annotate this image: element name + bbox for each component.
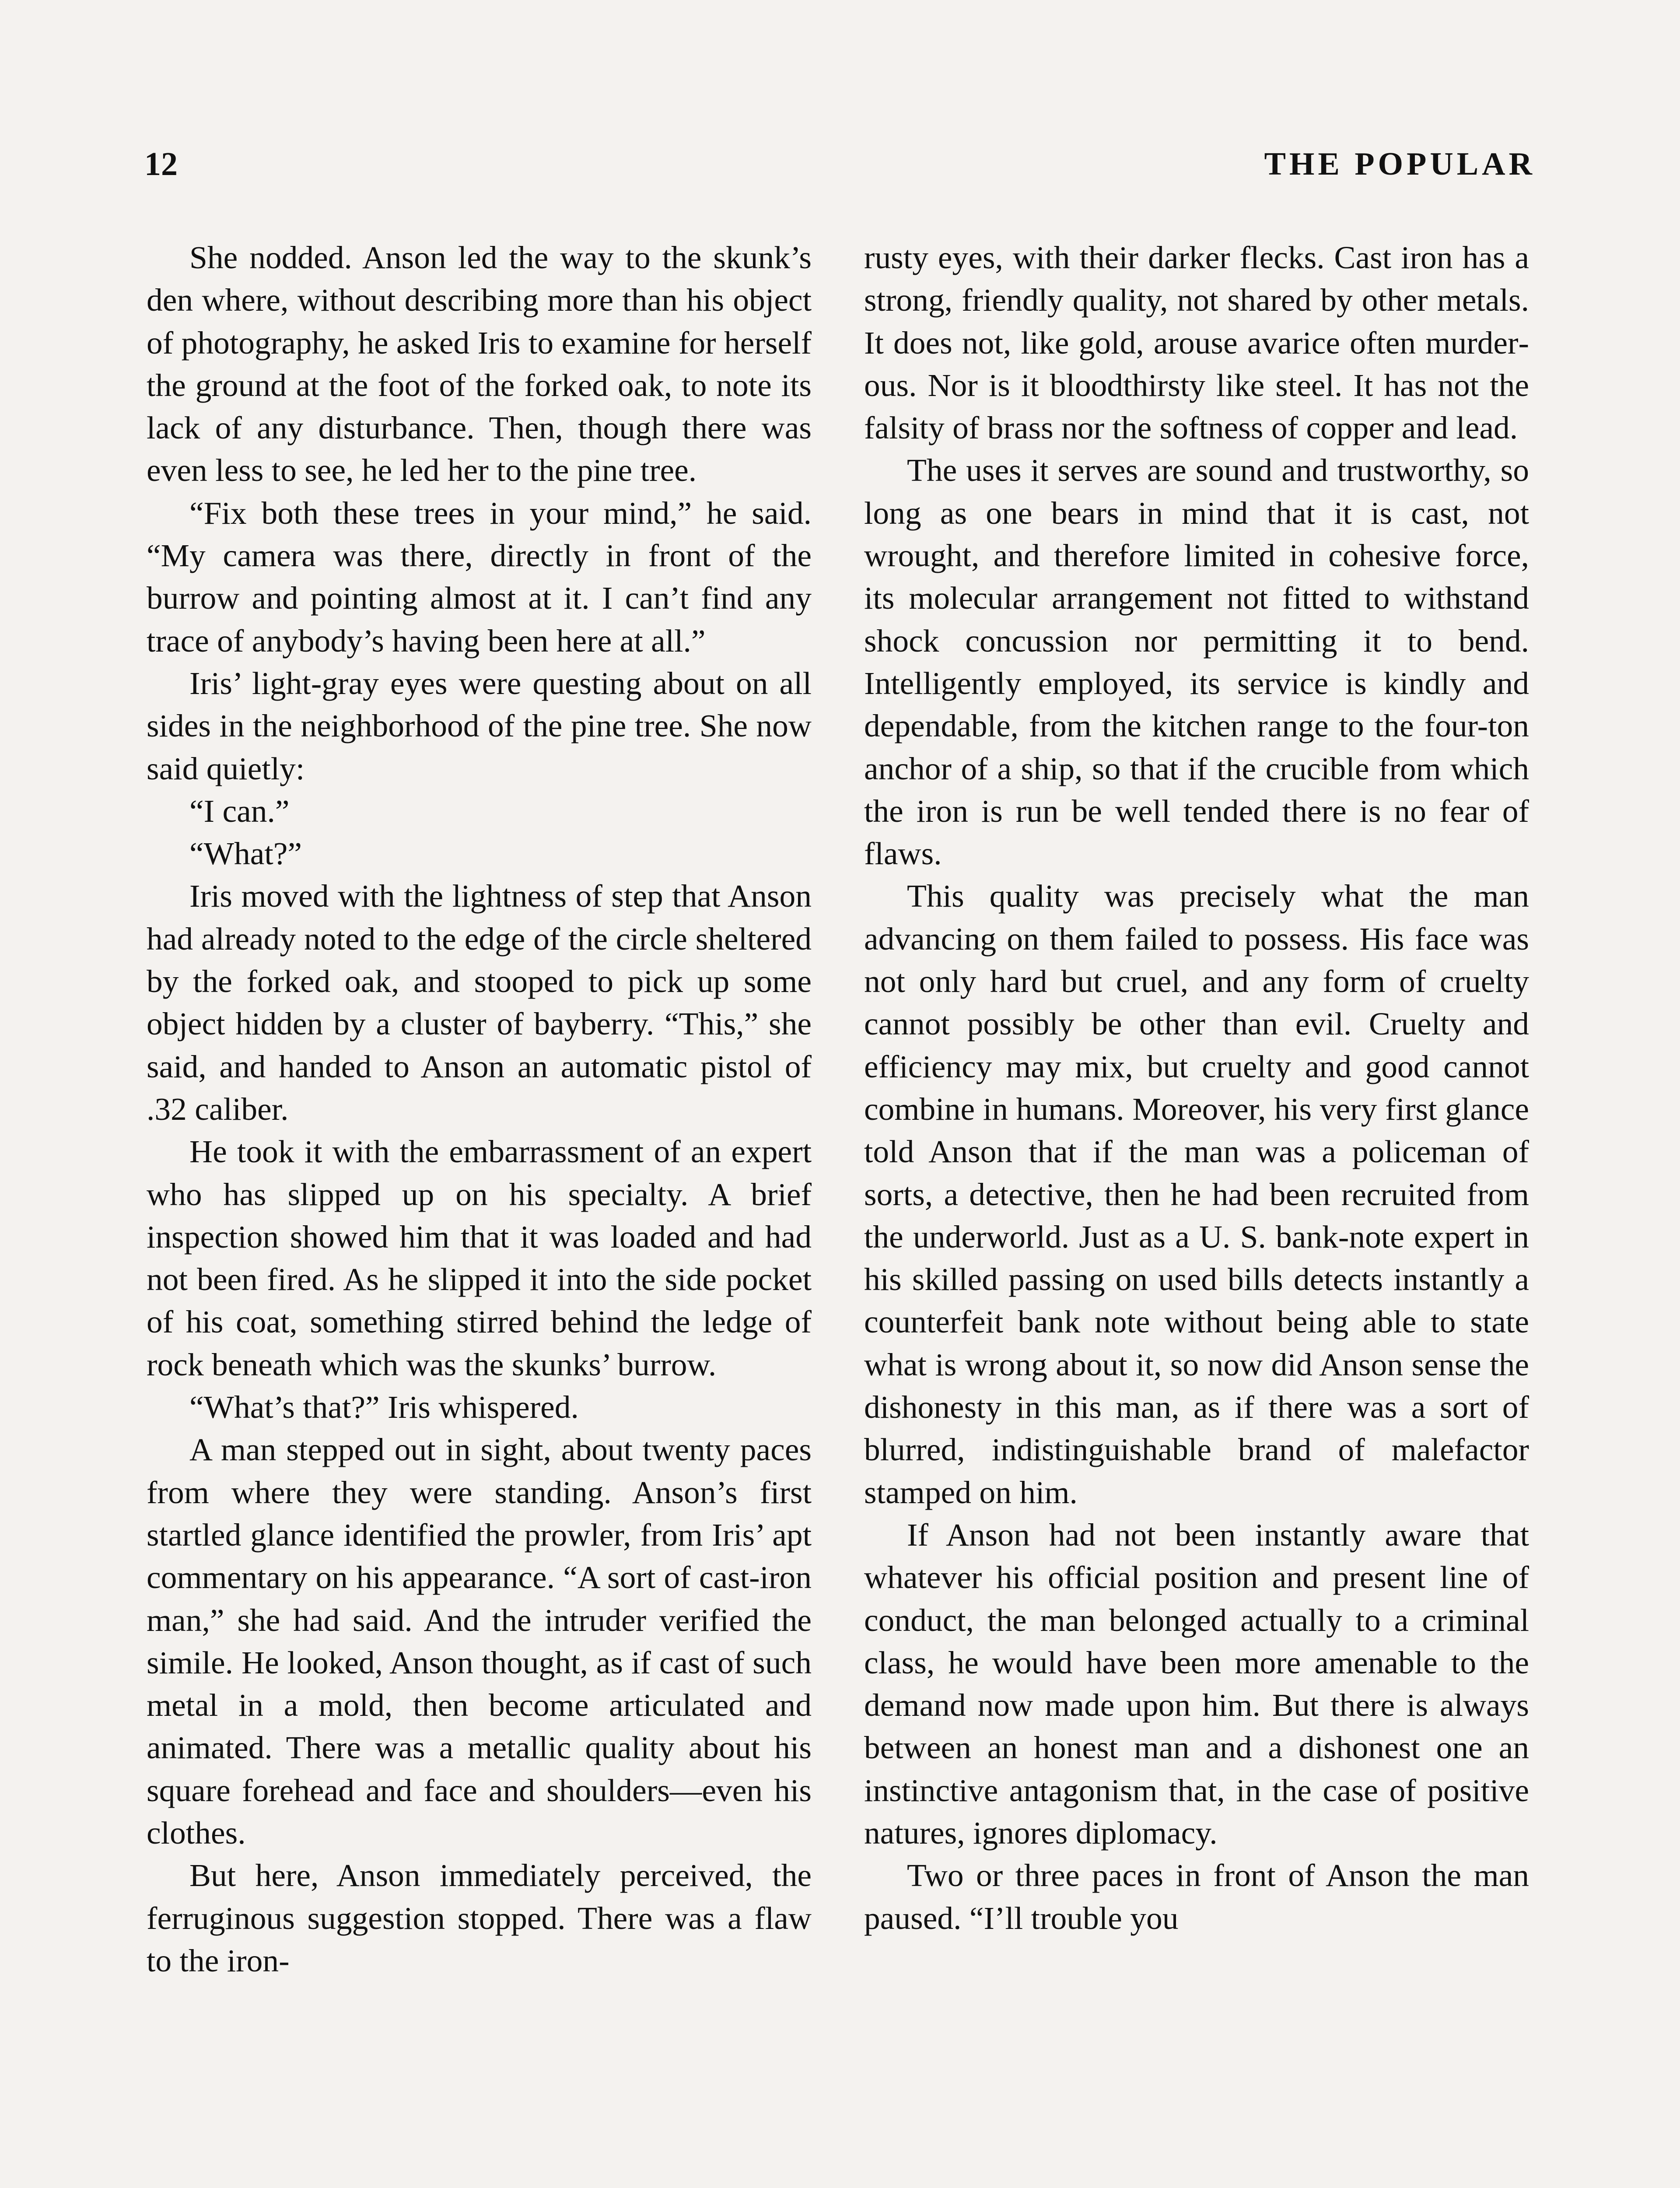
paragraph: If Anson had not been instantly aware that whatever his official position and present line of conduct, the man belonged actually to a criminal class, he would have been more amenable to the demand now made upon him. But there is always between an honest man and a dishonest one an instinctive antagonism that, in the case of positive natures, ignores diplomacy.: [864, 1517, 1529, 1851]
paragraph: “What’s that?” Iris whispered.: [189, 1389, 579, 1425]
paragraph: Iris’ light-gray eyes were questing about on all sides in the neighborhood of the pine tree. She now said quietly:: [147, 665, 812, 786]
page-number: 12: [144, 146, 178, 182]
running-title: THE POPULAR: [1264, 146, 1536, 182]
paragraph-continuation: rusty eyes, with their darker flecks. Cast iron has a strong, friendly quality, not shared by other metals. It does not, like gold, arouse avarice often murderous. Nor is it bloodthirsty like steel. It has not the falsity of brass nor the softness of copper and lead.: [864, 240, 1529, 446]
paragraph: “I can.”: [189, 793, 290, 829]
paragraph: She nodded. Anson led the way to the skunk’s den where, without describing more than his object of photography, he asked Iris to examine for herself the ground at the foot of the forked oak, to note its lack of any disturbance. Then, though there was even less to see, he led her to the pine tree.: [147, 240, 812, 488]
paragraph: Iris moved with the lightness of step that Anson had already noted to the edge of the circle sheltered by the forked oak, and stooped to pick up some object hidden by a cluster of bayberry. “This,” she said, and handed to Anson an automatic pistol of .32 caliber.: [147, 878, 812, 1127]
paragraph: “What?”: [189, 836, 302, 872]
paragraph: A man stepped out in sight, about twenty paces from where they were standing. Anson’s first startled glance identified the prowler, from Iris’ apt commentary on his appearance. “A sort of cast-iron man,” she had said. And the intruder verified the simile. He looked, Anson thought, as if cast of such metal in a mold, then become articulated and animated. There was a metallic quality about his square forehead and face and shoulders—even his clothes.: [147, 1432, 812, 1851]
left-column: [147, 236, 812, 1982]
right-column: [864, 236, 1529, 1939]
paragraph: The uses it serves are sound and trustworthy, so long as one bears in mind that it is cast, not wrought, and therefore limited in cohesive force, its molecular arrangement not fitted to withstand shock concussion nor permitting it to bend. Intelligently employed, its service is kindly and dependable, from the kitchen range to the four-ton anchor of a ship, so that if the crucible from which the iron is run be well tended there is no fear of flaws.: [864, 452, 1529, 872]
page-header: [144, 144, 1536, 197]
paragraph: Two or three paces in front of Anson the man paused. “I’ll trouble you: [864, 1858, 1529, 1936]
paragraph: But here, Anson immediately perceived, the ferruginous suggestion stopped. There was a flaw to the iron-: [147, 1858, 812, 1978]
paragraph: This quality was precisely what the man advancing on them failed to possess. His face was not only hard but cruel, and any form of cruelty cannot possibly be other than evil. Cruelty and efficiency may mix, but cruelty and good cannot combine in humans. Moreover, his very first glance told Anson that if the man was a policeman of sorts, a detective, then he had been recruited from the underworld. Just as a U. S. bank-note expert in his skilled passing on used bills detects instantly a counterfeit bank note without being able to state what is wrong about it, so now did Anson sense the dishonesty in this man, as if there was a sort of blurred, indistinguishable brand of malefactor stamped on him.: [864, 878, 1529, 1510]
paragraph: He took it with the embarrassment of an expert who has slipped up on his specialty. A brief inspection showed him that it was loaded and had not been fired. As he slipped it into the side pocket of his coat, something stirred behind the ledge of rock beneath which was the skunks’ burrow.: [147, 1134, 812, 1382]
paragraph: “Fix both these trees in your mind,” he said. “My camera was there, directly in front of the burrow and pointing almost at it. I can’t find any trace of anybody’s having been here at all.”: [147, 495, 812, 659]
